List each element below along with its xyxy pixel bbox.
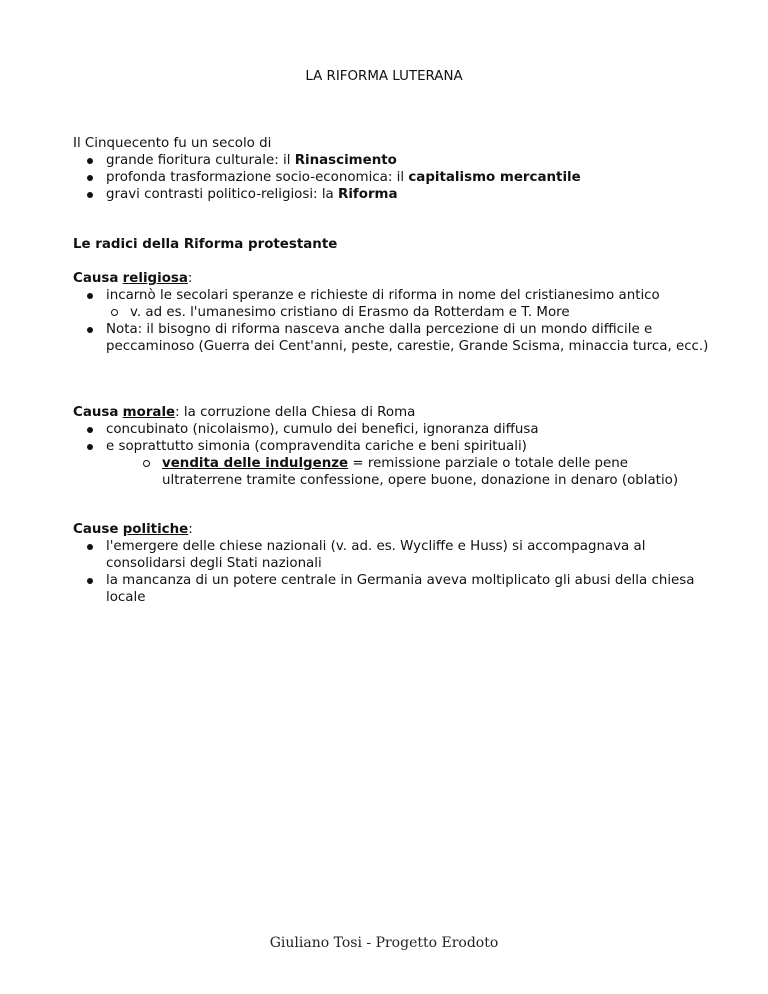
- political-cause-section: [73, 521, 713, 606]
- page-title: LA RIFORMA LUTERANA: [305, 69, 463, 84]
- sub-list-item: vendita delle indulgenze = remissione parziale o totale delle pene ultraterrene tramite confessione, opere buone, donazione in denaro (oblatio): [73, 455, 683, 489]
- list-item: Nota: il bisogno di riforma nasceva anche dalla percezione di un mondo difficile e peccaminoso (Guerra dei Cent'anni, peste, carestie, Grande Scisma, minaccia turca, ecc.): [73, 321, 713, 355]
- list-item: gravi contrasti politico-religiosi: la Riforma: [73, 186, 713, 203]
- list-item: grande fioritura culturale: il Rinascimento: [73, 152, 713, 169]
- list-item: la mancanza di un potere centrale in Germania aveva moltiplicato gli abusi della chiesa locale: [73, 572, 713, 606]
- religious-cause-section: [73, 270, 713, 355]
- page-footer: Giuliano Tosi - Progetto Erodoto: [269, 935, 499, 951]
- list-item: l'emergere delle chiese nazionali (v. ad. es. Wycliffe e Huss) si accompagnava al consolidarsi degli Stati nazionali: [73, 538, 713, 572]
- sub-list-item: v. ad es. l'umanesimo cristiano di Erasmo da Rotterdam e T. More: [73, 304, 713, 321]
- list-item: e soprattutto simonia (compravendita cariche e beni spirituali): [73, 438, 713, 455]
- intro-list: [73, 152, 713, 203]
- list-item: incarnò le secolari speranze e richieste di riforma in nome del cristianesimo antico v. ad es. l'umanesimo cristiano di Erasmo da Rotterdam e T. More: [73, 287, 713, 321]
- intro-lead: Il Cinquecento fu un secolo di: [73, 136, 272, 151]
- moral-cause-label: Causa morale: la corruzione della Chiesa di Roma: [73, 405, 416, 420]
- list-item: concubinato (nicolaismo), cumulo dei benefici, ignoranza diffusa: [73, 421, 713, 438]
- intro-section: [73, 135, 713, 203]
- political-cause-label: Cause politiche:: [73, 522, 193, 537]
- religious-cause-label: Causa religiosa:: [73, 271, 193, 286]
- section-heading: Le radici della Riforma protestante: [73, 237, 338, 252]
- list-item: profonda trasformazione socio-economica: il capitalismo mercantile: [73, 169, 713, 186]
- moral-cause-section: [73, 404, 713, 489]
